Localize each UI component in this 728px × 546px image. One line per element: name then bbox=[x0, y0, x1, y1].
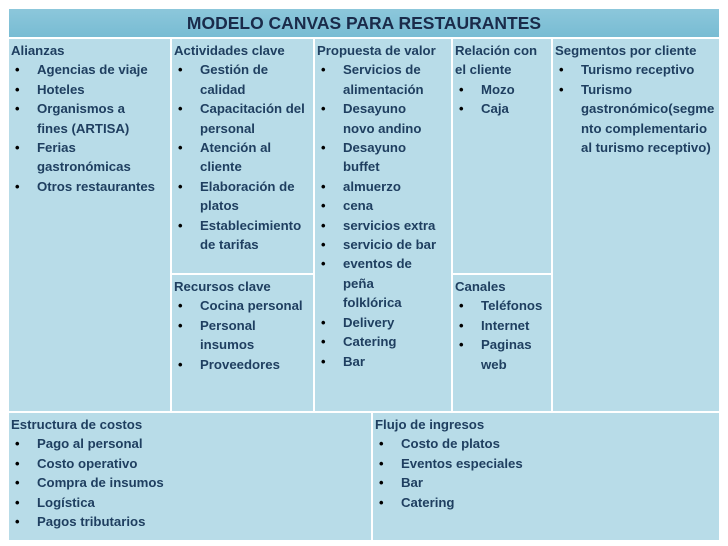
list-item: • Turismo receptivo bbox=[555, 60, 717, 79]
list-item: • Bar bbox=[375, 473, 717, 492]
list-item: • Bar bbox=[317, 352, 449, 371]
segmentos-block bbox=[552, 38, 720, 412]
list-item: • Capacitación del personal bbox=[174, 99, 311, 138]
list-item: • Catering bbox=[375, 493, 717, 512]
list-item: • Servicios de alimentación bbox=[317, 60, 449, 99]
relacion-block bbox=[452, 38, 552, 274]
costos-block bbox=[8, 412, 372, 541]
list-item: • Agencias de viaje bbox=[11, 60, 168, 79]
block-header: Alianzas bbox=[11, 43, 65, 58]
list-item: • Paginas web bbox=[455, 335, 549, 374]
alianzas-list bbox=[11, 60, 168, 196]
list-item: • servicio de bar bbox=[317, 235, 449, 254]
list-item: • servicios extra bbox=[317, 216, 449, 235]
list-item: • Desayuno buffet bbox=[317, 138, 449, 177]
propuesta-block bbox=[314, 38, 452, 412]
ingresos-list bbox=[375, 434, 717, 512]
block-header: Canales bbox=[455, 279, 506, 294]
list-item: • Caja bbox=[455, 99, 549, 118]
list-item: • Organismos a fines (ARTISA) bbox=[11, 99, 168, 138]
list-item: • Establecimiento de tarifas bbox=[174, 216, 311, 255]
actividades-list bbox=[174, 60, 311, 254]
costos-list bbox=[11, 434, 369, 531]
page-title bbox=[8, 8, 720, 38]
recursos-list bbox=[174, 296, 311, 374]
list-item: • Proveedores bbox=[174, 355, 311, 374]
list-item: • Internet bbox=[455, 316, 549, 335]
block-header: Propuesta de valor bbox=[317, 43, 436, 58]
list-item: • Atención al cliente bbox=[174, 138, 311, 177]
list-item: • almuerzo bbox=[317, 177, 449, 196]
actividades-block bbox=[171, 38, 314, 274]
list-item: • Ferias gastronómicas bbox=[11, 138, 168, 177]
list-item: • Delivery bbox=[317, 313, 449, 332]
list-item: • Teléfonos bbox=[455, 296, 549, 315]
list-item: • Otros restaurantes bbox=[11, 177, 168, 196]
canales-block bbox=[452, 274, 552, 412]
list-item: • Elaboración de platos bbox=[174, 177, 311, 216]
list-item: • Turismo gastronómico(segmento complementario al turismo receptivo) bbox=[555, 80, 717, 158]
list-item: • Compra de insumos bbox=[11, 473, 369, 492]
block-header: Estructura de costos bbox=[11, 417, 143, 432]
list-item: • Logística bbox=[11, 493, 369, 512]
ingresos-block bbox=[372, 412, 720, 541]
list-item: • Costo de platos bbox=[375, 434, 717, 453]
block-header: Actividades clave bbox=[174, 43, 285, 58]
list-item: • Pago al personal bbox=[11, 434, 369, 453]
alianzas-block bbox=[8, 38, 171, 412]
title-text: MODELO CANVAS PARA RESTAURANTES bbox=[186, 13, 542, 33]
list-item: • Hoteles bbox=[11, 80, 168, 99]
list-item: • eventos de peña folklórica bbox=[317, 254, 449, 312]
list-item: • Gestión de calidad bbox=[174, 60, 311, 99]
canales-list bbox=[455, 296, 549, 374]
propuesta-list bbox=[317, 60, 449, 371]
segmentos-list bbox=[555, 60, 717, 157]
list-item: • cena bbox=[317, 196, 449, 215]
canvas-model bbox=[8, 8, 720, 541]
relacion-list bbox=[455, 80, 549, 119]
list-item: • Desayuno novo andino bbox=[317, 99, 449, 138]
list-item: • Personal insumos bbox=[174, 316, 311, 355]
block-header: Segmentos por cliente bbox=[555, 43, 697, 58]
block-header: Flujo de ingresos bbox=[375, 417, 485, 432]
list-item: • Mozo bbox=[455, 80, 549, 99]
recursos-block bbox=[171, 274, 314, 412]
list-item: • Catering bbox=[317, 332, 449, 351]
list-item: • Cocina personal bbox=[174, 296, 311, 315]
list-item: • Eventos especiales bbox=[375, 454, 717, 473]
list-item: • Pagos tributarios bbox=[11, 512, 369, 531]
list-item: • Costo operativo bbox=[11, 454, 369, 473]
block-header: Recursos clave bbox=[174, 279, 271, 294]
block-header: Relación con el cliente bbox=[455, 43, 538, 78]
